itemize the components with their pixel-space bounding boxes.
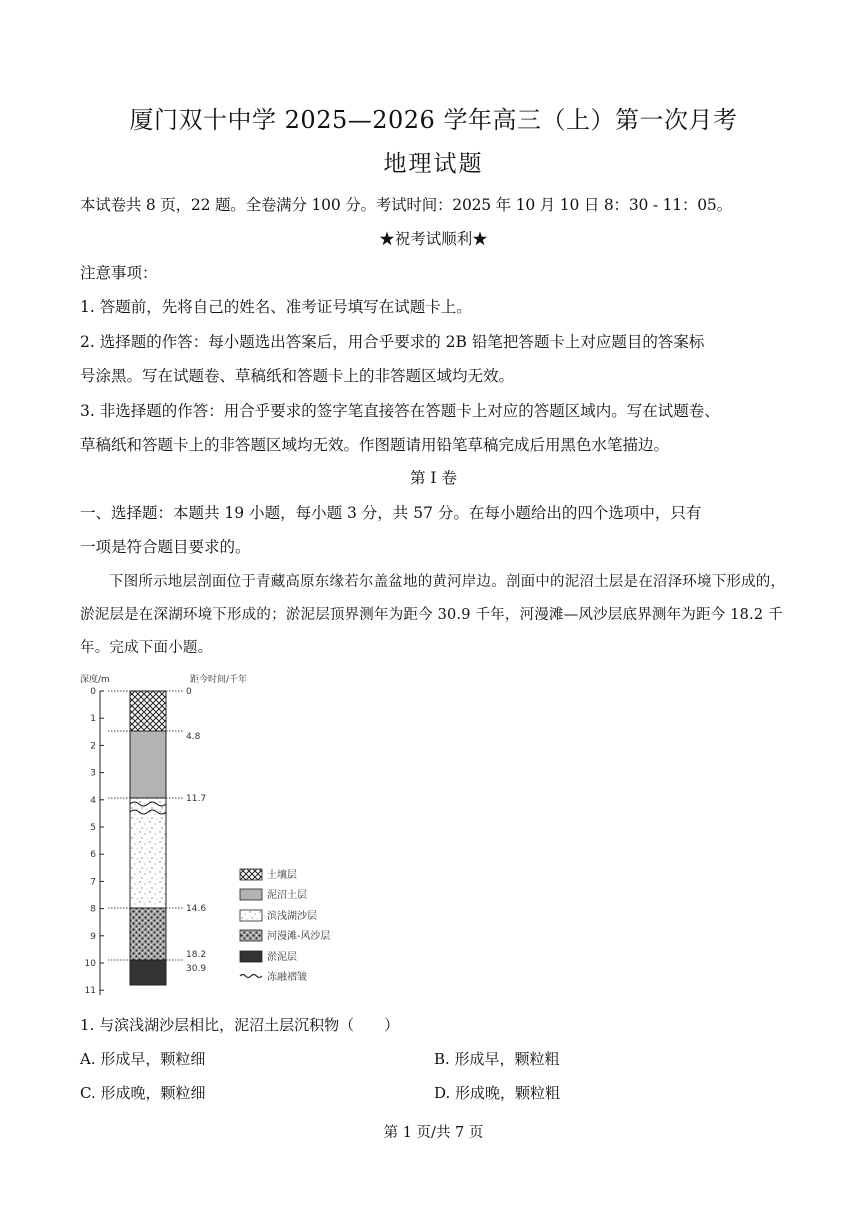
legend-label: 土壤层 (267, 870, 297, 881)
legend-swatch-peat-soil (240, 889, 262, 900)
notice-heading: 注意事项： (80, 264, 158, 282)
option-b: B. 形成早，颗粒粗 (434, 1050, 560, 1068)
depth-axis-label: 深度/m (80, 675, 110, 685)
layer-floodplain-aeolian-sand (130, 908, 166, 960)
depth-tick-label: 3 (90, 768, 96, 779)
depth-tick-label: 7 (90, 877, 96, 888)
option-d: D. 形成晚，颗粒粗 (434, 1084, 561, 1102)
legend-label: 淤泥层 (267, 952, 297, 963)
depth-tick-label: 10 (84, 959, 96, 969)
section-instructions-line-2: 一项是符合题目要求的。 (80, 538, 251, 556)
depth-tick-label: 1 (90, 714, 96, 725)
exam-subtitle: 地理试题 (383, 151, 484, 177)
depth-tick-label: 5 (90, 823, 96, 833)
legend-swatch-silt (240, 951, 262, 962)
exam-info: 本试卷共 8 页，22 题。全卷满分 100 分。考试时间：2025 年 10 月 10 日 8：30 - 11：05。 (80, 196, 732, 214)
option-a: A. 形成早，颗粒细 (80, 1050, 206, 1068)
notice-item-3-line-2: 草稿纸和答题卡上的非答题区域均无效。作图题请用铅笔草稿完成后用黑色水笔描边。 (80, 436, 670, 454)
legend-label: 河漫滩-风沙层 (267, 931, 331, 942)
time-label: 0 (186, 687, 192, 697)
depth-tick-label: 11 (84, 986, 96, 997)
section-instructions-line-1: 一、选择题：本题共 19 小题，每小题 3 分，共 57 分。在每小题给出的四个选项中，只有 (80, 504, 702, 522)
legend-swatch-frost-fold (240, 975, 262, 978)
legend-label: 泥沼土层 (267, 890, 307, 901)
layer-silt (130, 960, 166, 985)
time-label: 4.8 (186, 732, 201, 742)
depth-tick-label: 4 (90, 795, 96, 806)
option-c: C. 形成晚，颗粒细 (80, 1084, 206, 1102)
good-luck-line: ★祝考试顺利★ (379, 230, 488, 248)
depth-tick-label: 9 (90, 931, 96, 942)
time-label: 30.9 (186, 964, 207, 974)
time-label: 11.7 (186, 794, 207, 804)
legend-label: 滨浅湖沙层 (267, 911, 317, 922)
time-label: 18.2 (186, 950, 207, 960)
notice-item-2-line-1: 2. 选择题的作答：每小题选出答案后，用合乎要求的 2B 铅笔把答题卡上对应题目的答案标 (80, 333, 705, 351)
stratigraphic-column-figure (78, 670, 378, 1005)
layer-shore-lake-sand (130, 798, 166, 908)
layer-peat-soil (130, 731, 166, 798)
legend-swatch-floodplain-aeolian (240, 930, 262, 941)
notice-item-3-line-1: 3. 非选择题的作答：用合乎要求的签字笔直接答在答题卡上对应的答题区域内。写在试题卷、 (80, 402, 720, 420)
depth-tick-label: 0 (90, 687, 96, 697)
page-footer: 第 1 页/共 7 页 (383, 1125, 484, 1141)
question-1-stem: 1. 与滨浅湖沙层相比，泥沼土层沉积物（ ） (80, 1016, 400, 1034)
legend-swatch-soil (240, 869, 262, 880)
notice-item-1: 1. 答题前，先将自己的姓名、准考证号填写在试题卡上。 (80, 298, 472, 316)
legend-label: 冻融褶皱 (267, 972, 307, 983)
time-axis-label: 距今时间/千年 (190, 675, 248, 685)
stratigraphic-column-svg (78, 670, 378, 1005)
volume-heading: 第 I 卷 (410, 469, 457, 487)
exam-title: 厦门双十中学 2025—2026 学年高三（上）第一次月考 (129, 106, 738, 134)
layer-soil (130, 691, 166, 731)
depth-ticks (85, 687, 104, 996)
time-label: 14.6 (186, 904, 207, 914)
depth-tick-label: 2 (90, 741, 96, 752)
legend-swatch-shore-lake-sand (240, 910, 262, 921)
depth-tick-label: 8 (90, 904, 96, 915)
legend (240, 868, 330, 983)
depth-tick-label: 6 (90, 850, 96, 861)
notice-item-2-line-2: 号涂黑。写在试题卷、草稿纸和答题卡上的非答题区域均无效。 (80, 367, 515, 385)
passage-text: 下图所示地层剖面位于青藏高原东缘若尔盖盆地的黄河岸边。剖面中的泥沼土层是在沼泽环境下形成的，淤泥层是在深湖环境下形成的；淤泥层顶界测年为距今 30.9 千年，河漫滩—风沙层底界测年为距今 18.2 千年。完成下面小题。 (80, 574, 786, 656)
